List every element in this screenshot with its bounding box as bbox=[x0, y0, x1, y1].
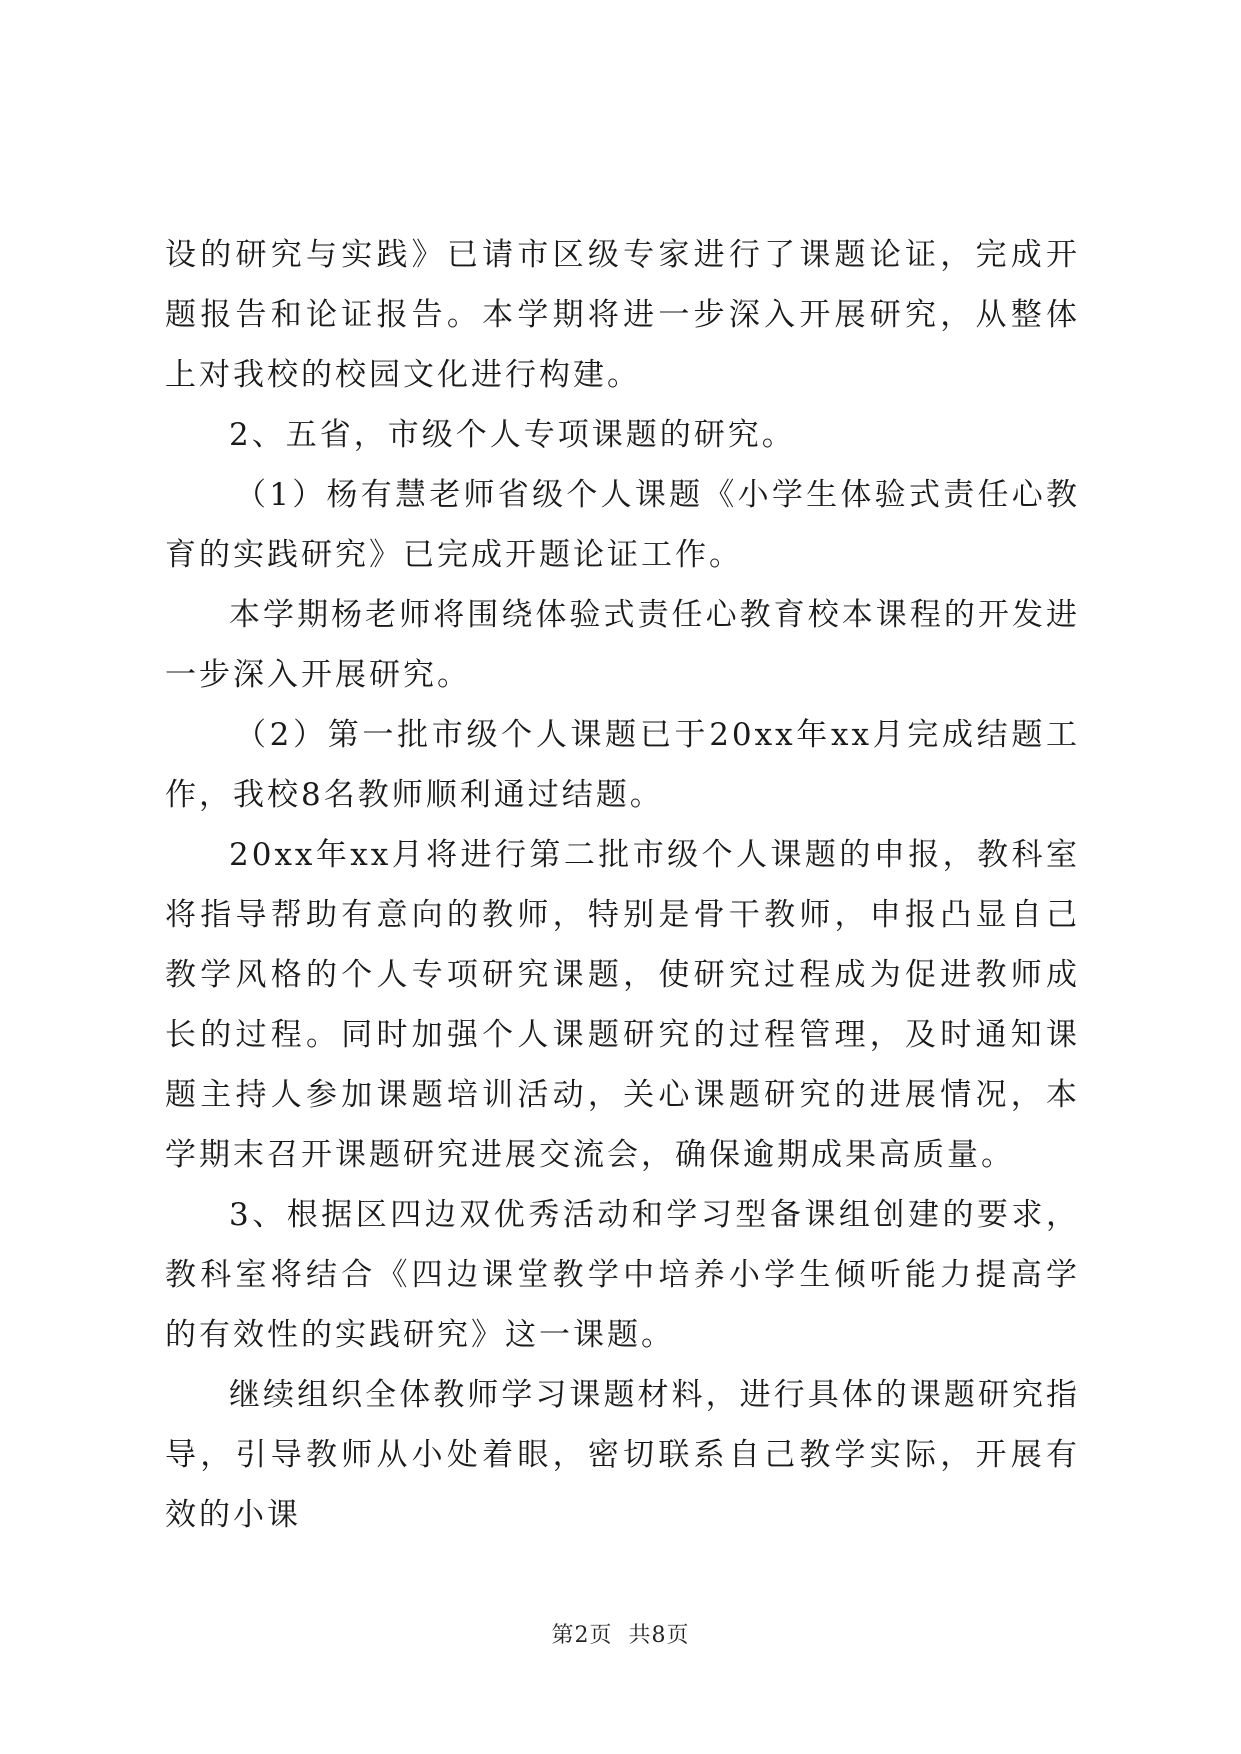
paragraph-item-2-2: （2）第一批市级个人课题已于20xx年xx月完成结题工作，我校8名教师顺利通过结题。 bbox=[165, 717, 1080, 813]
paragraph-item-2-2-detail: 20xx年xx月将进行第二批市级个人课题的申报，教科室将指导帮助有意向的教师，特别是骨干教师，申报凸显自己教学风格的个人专项研究课题，使研究过程成为促进教师成长的过程。同时加强个人课题研究的过程管理，及时通知课题主持人参加课题培训活动，关心课题研究的进展情况，本学期末召开课题研究进展交流会，确保逾期成果高质量。 bbox=[165, 837, 1080, 1173]
paragraph-item-2-1-detail: 本学期杨老师将围绕体验式责任心教育校本课程的开发进一步深入开展研究。 bbox=[165, 597, 1080, 693]
page-total: 共8页 bbox=[628, 1623, 690, 1648]
paragraph-item-2-heading: 2、五省，市级个人专项课题的研究。 bbox=[229, 417, 796, 453]
paragraph-continuation: 设的研究与实践》已请市区级专家进行了课题论证，完成开题报告和论证报告。本学期将进一步深入开展研究，从整体上对我校的校园文化进行构建。 bbox=[165, 237, 1080, 393]
page-footer bbox=[0, 1618, 1241, 1649]
paragraph-item-2-1: （1）杨有慧老师省级个人课题《小学生体验式责任心教育的实践研究》已完成开题论证工作。 bbox=[165, 477, 1080, 573]
paragraph-item-3: 3、根据区四边双优秀活动和学习型备课组创建的要求，教科室将结合《四边课堂教学中培养小学生倾听能力提高学的有效性的实践研究》这一课题。 bbox=[165, 1197, 1080, 1353]
page-number: 第2页 bbox=[551, 1623, 613, 1648]
paragraph-item-3-detail: 继续组织全体教师学习课题材料，进行具体的课题研究指导，引导教师从小处着眼，密切联系自己教学实际，开展有效的小课 bbox=[165, 1377, 1080, 1533]
document-body bbox=[165, 225, 1080, 1545]
